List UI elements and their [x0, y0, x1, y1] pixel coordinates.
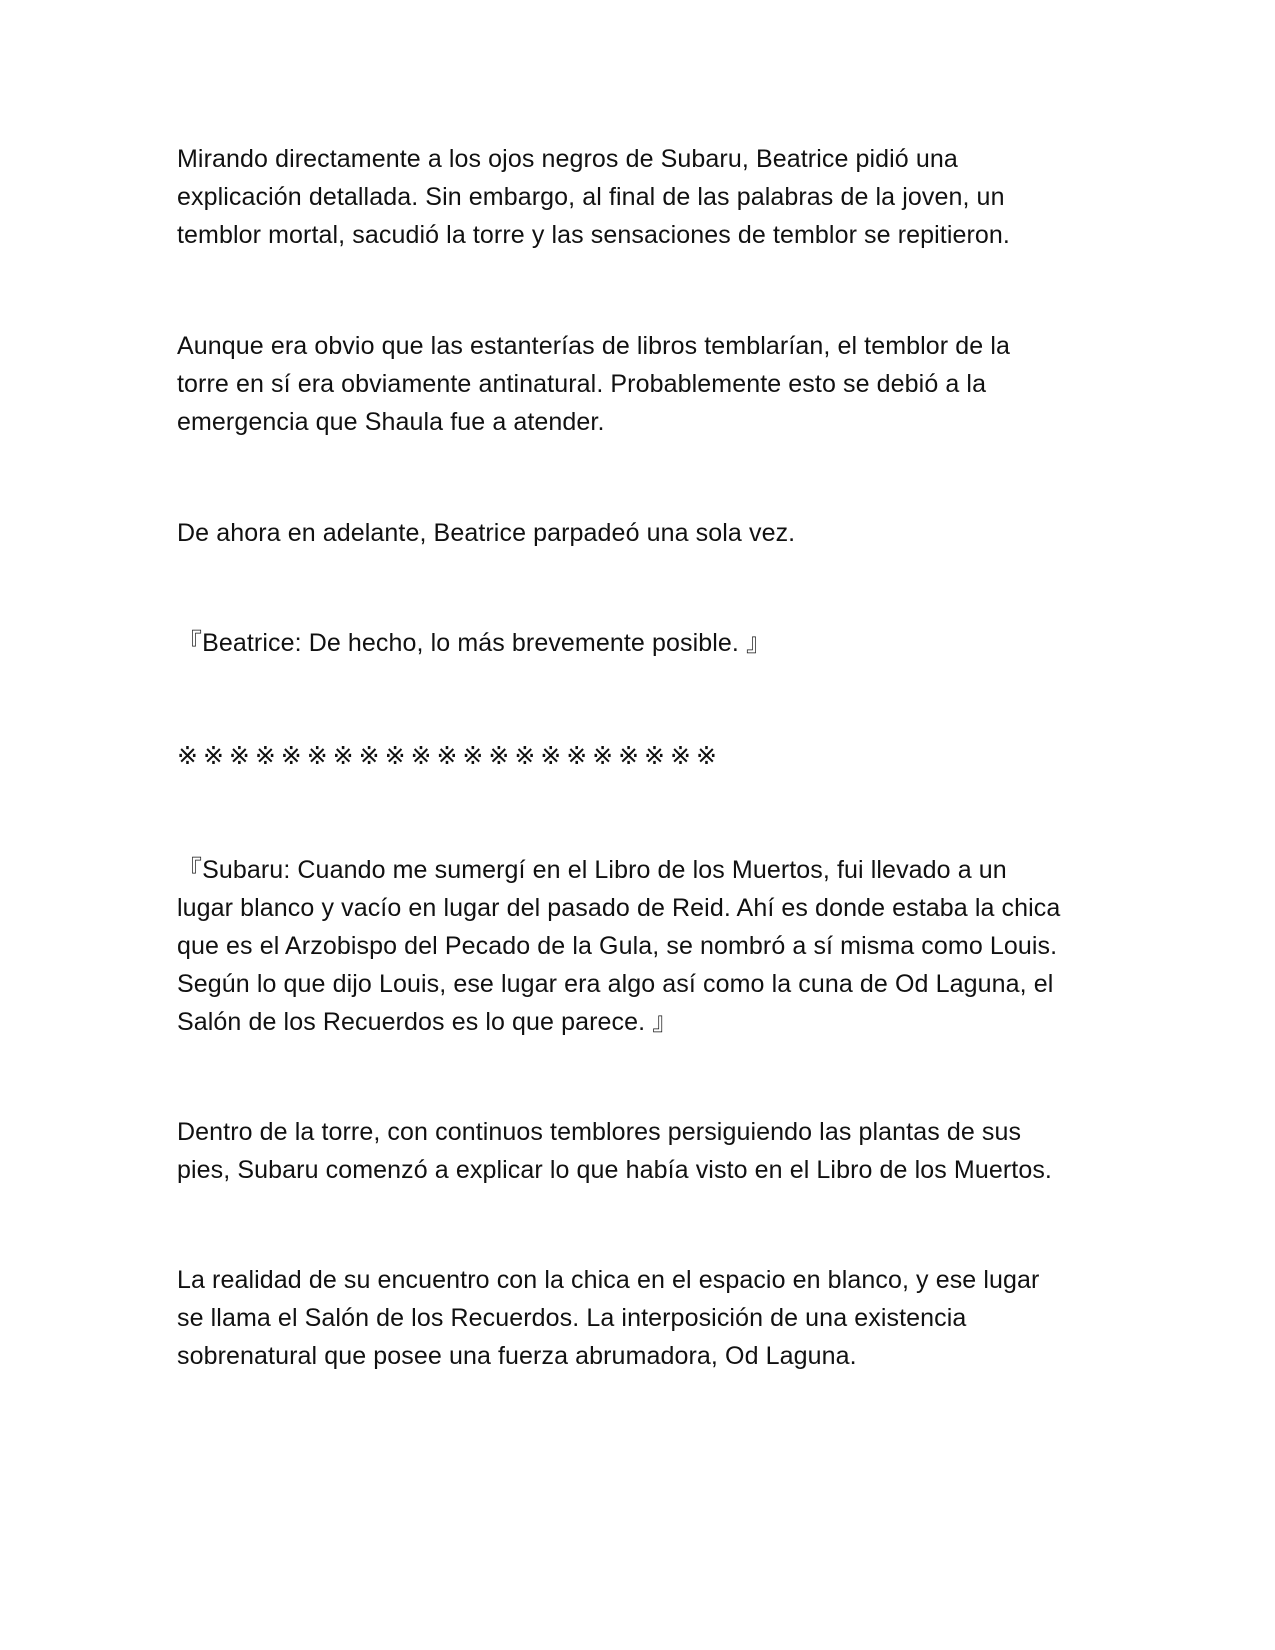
scene-separator	[177, 737, 1117, 775]
text-line: La realidad de su encuentro con la chica en el espacio en blanco, y ese lugar	[177, 1266, 1040, 1294]
text-line: que es el Arzobispo del Pecado de la Gula, se nombró a sí misma como Louis.	[177, 932, 1058, 960]
text-line: sobrenatural que posee una fuerza abrumadora, Od Laguna.	[177, 1342, 857, 1370]
text-line: 『Subaru: Cuando me sumergí en el Libro de los Muertos, fui llevado a un	[177, 856, 1007, 884]
paragraph-reality-encounter	[177, 1261, 1117, 1375]
paragraph-beatrice-blink	[177, 514, 1117, 552]
text-line: temblor mortal, sacudió la torre y las sensaciones de temblor se repitieron.	[177, 221, 1010, 249]
text-line: Dentro de la torre, con continuos temblores persiguiendo las plantas de sus	[177, 1118, 1022, 1146]
text-line: Aunque era obvio que las estanterías de libros temblarían, el temblor de la	[177, 332, 1010, 360]
dialogue-subaru	[177, 851, 1117, 1041]
text-line: lugar blanco y vacío en lugar del pasado de Reid. Ahí es donde estaba la chica	[177, 894, 1061, 922]
text-line: Mirando directamente a los ojos negros de Subaru, Beatrice pidió una	[177, 145, 958, 173]
text-line: Salón de los Recuerdos es lo que parece. 』	[177, 1008, 678, 1036]
dialogue-beatrice	[177, 624, 1117, 662]
paragraph-subaru-explains	[177, 1113, 1117, 1189]
text-line: emergencia que Shaula fue a atender.	[177, 408, 605, 436]
separator-marks: ※※※※※※※※※※※※※※※※※※※※※	[177, 742, 722, 770]
text-line: 『Beatrice: De hecho, lo más brevemente posible. 』	[177, 629, 772, 657]
paragraph-beatrice-request	[177, 140, 1117, 254]
text-line: se llama el Salón de los Recuerdos. La interposición de una existencia	[177, 1304, 967, 1332]
text-line: torre en sí era obviamente antinatural. Probablemente esto se debió a la	[177, 370, 987, 398]
paragraph-tower-tremor	[177, 327, 1117, 441]
text-line: pies, Subaru comenzó a explicar lo que había visto en el Libro de los Muertos.	[177, 1156, 1052, 1184]
text-line: De ahora en adelante, Beatrice parpadeó una sola vez.	[177, 519, 796, 547]
text-line: explicación detallada. Sin embargo, al final de las palabras de la joven, un	[177, 183, 1005, 211]
text-line: Según lo que dijo Louis, ese lugar era algo así como la cuna de Od Laguna, el	[177, 970, 1054, 998]
